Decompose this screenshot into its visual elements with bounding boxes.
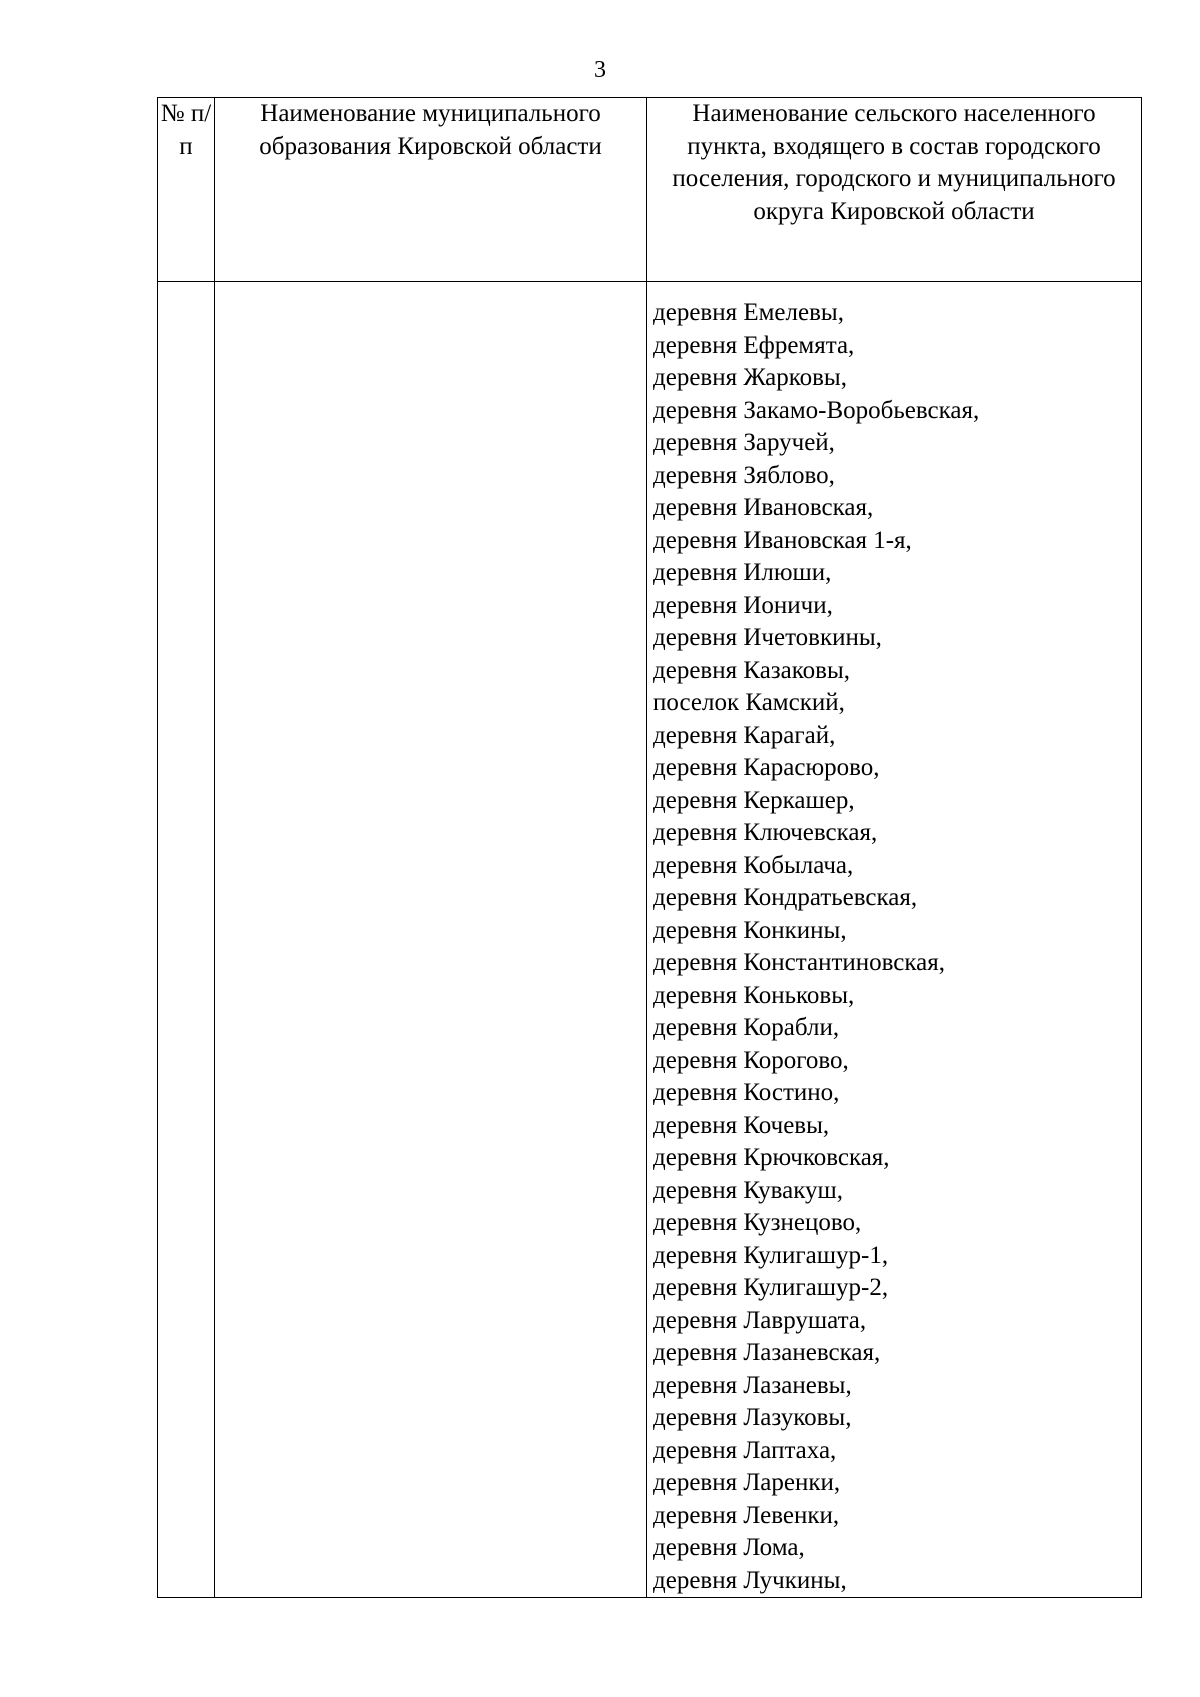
- cell-settlements: [647, 282, 1142, 1598]
- header-municipality: Наименование муниципального образования Кировской области: [215, 98, 647, 282]
- settlement-list-item: деревня Кондратьевская,: [653, 884, 918, 911]
- settlements-table: [157, 97, 1142, 1598]
- table-header-row: [158, 98, 1142, 282]
- settlement-list-item: деревня Конкины,: [653, 916, 847, 944]
- table-row: [158, 282, 1142, 1598]
- settlement-list-item: деревня Ефремята,: [653, 331, 855, 359]
- settlement-list-item: деревня Лазаневы,: [653, 1371, 852, 1399]
- settlement-list-item: деревня Ичетовкины,: [653, 624, 882, 651]
- settlement-list-item: деревня Константиновская,: [653, 949, 946, 976]
- settlement-list-item: деревня Левенки,: [653, 1501, 840, 1529]
- settlement-list-item: деревня Крючковская,: [653, 1144, 890, 1171]
- settlement-list-item: поселок Камский,: [653, 689, 845, 716]
- settlement-list-item: деревня Карасюрово,: [653, 754, 880, 781]
- settlement-list: [653, 297, 1141, 1597]
- settlement-list-item: деревня Зяблово,: [653, 461, 835, 489]
- settlement-list-item: деревня Закамо-Воробьевская,: [653, 396, 980, 424]
- settlement-list-item: деревня Казаковы,: [653, 656, 850, 684]
- settlement-list-item: деревня Кувакуш,: [653, 1176, 844, 1204]
- settlement-list-item: деревня Ивановская 1-я,: [653, 526, 912, 554]
- cell-number: [158, 282, 215, 1598]
- settlement-list-item: деревня Лаврушата,: [653, 1306, 867, 1334]
- page-number: 3: [594, 57, 606, 83]
- settlement-list-item: деревня Кочевы,: [653, 1111, 830, 1139]
- settlement-list-item: деревня Лазаневская,: [653, 1339, 881, 1366]
- settlement-list-item: деревня Кулигашур-1,: [653, 1241, 889, 1269]
- settlement-list-item: деревня Илюши,: [653, 559, 832, 586]
- cell-municipality: [215, 282, 647, 1598]
- settlement-list-item: деревня Кулигашур-2,: [653, 1274, 889, 1301]
- settlement-list-item: деревня Костино,: [653, 1079, 840, 1106]
- settlement-list-item: деревня Кузнецово,: [653, 1209, 862, 1236]
- header-settlement: Наименование сельского населенного пункта, входящего в состав городского поселения, городского и муниципального округа Кировской области: [647, 98, 1142, 282]
- settlement-list-item: деревня Ивановская,: [653, 494, 874, 521]
- settlement-list-item: деревня Жарковы,: [653, 364, 847, 391]
- settlement-list-item: деревня Ионичи,: [653, 591, 833, 619]
- settlement-list-item: деревня Лазуковы,: [653, 1404, 852, 1431]
- settlement-list-item: деревня Лучкины,: [653, 1566, 847, 1594]
- settlement-list-item: деревня Лаптаха,: [653, 1436, 837, 1464]
- settlement-list-item: деревня Корабли,: [653, 1014, 840, 1041]
- settlement-list-item: деревня Керкашер,: [653, 786, 855, 814]
- settlement-list-item: деревня Карагай,: [653, 721, 836, 749]
- settlement-list-item: деревня Ключевская,: [653, 819, 878, 846]
- settlement-list-item: деревня Корогово,: [653, 1046, 849, 1074]
- settlement-list-item: деревня Емелевы,: [653, 299, 844, 326]
- settlement-list-item: деревня Коньковы,: [653, 981, 855, 1009]
- settlement-list-item: деревня Лома,: [653, 1534, 805, 1561]
- settlement-list-item: деревня Заручей,: [653, 429, 835, 456]
- settlement-list-item: деревня Ларенки,: [653, 1469, 841, 1496]
- settlement-list-item: деревня Кобылача,: [653, 851, 854, 879]
- header-number: № п/п: [158, 98, 215, 282]
